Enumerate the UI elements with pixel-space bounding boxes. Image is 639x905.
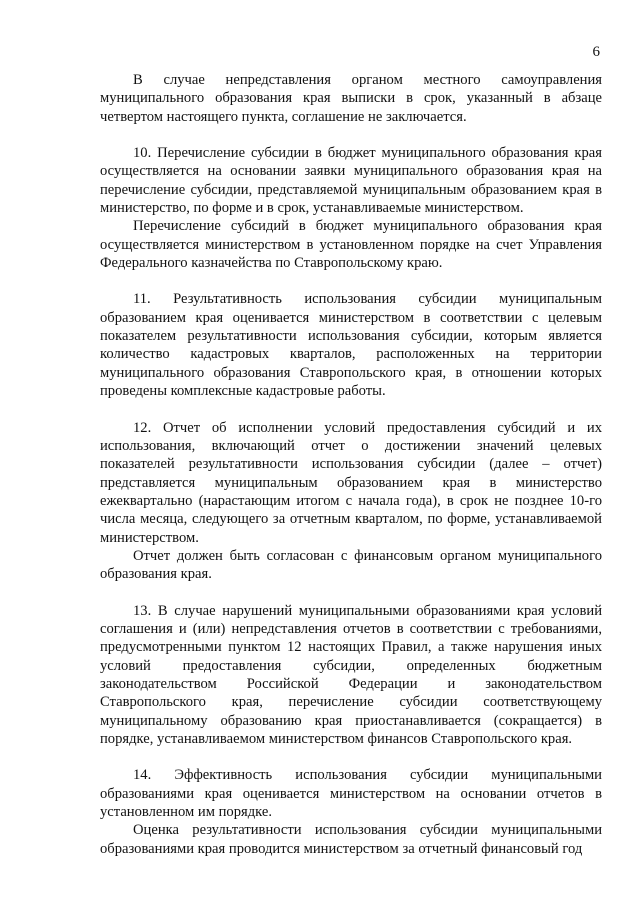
paragraph-gap — [100, 401, 602, 419]
paragraph-statement-not-submitted: В случае непредставления органом местного самоуправления муниципального образования края выписки в срок, указанный в абзаце четвертом настоящего пункта, соглашение не заключается. — [100, 72, 602, 125]
paragraph-item-13: 13. В случае нарушений муниципальными образованиями края условий соглашения и (или) непредставления отчетов в соответствии с требованиями, предусмотренными пунктом 12 настоящих Правил, а также нарушения иных условий предоставления субсидии, определенных бюджетным законодательством Российской Федерации и законодательством Ставропольского края, перечисление субсидии соответствующему муниципальному образованию края приостанавливается (сокращается) в порядке, устанавливаемом министерством финансов Ставропольского края. — [100, 602, 602, 747]
paragraph-report-agreement: Отчет должен быть согласован с финансовым органом муниципального образования края. — [100, 547, 602, 583]
paragraph-item-10: 10. Перечисление субсидии в бюджет муниципального образования края осуществляется на основании заявки муниципального образования края на перечисление субсидии, представляемой муниципальным образованием края в министерство, по форме и в срок, устанавливаемые министерством. — [100, 145, 602, 217]
paragraph-gap — [100, 272, 602, 290]
paragraph-item-11: 11. Результативность использования субсидии муниципальным образованием края оценивается министерством в соответствии с целевым показателем результативности использования субсидии, которым является количество кадастровых кварталов, расположенных на территории муниципального образования Ставропольского края, в отношении которых проведены комплексные кадастровые работы. — [100, 291, 602, 400]
paragraph-performance-evaluation: Оценка результативности использования субсидии муниципальными образованиями края проводится министерством за отчетный финансовый год — [100, 822, 602, 857]
paragraph-gap — [100, 126, 602, 144]
paragraph-subsidy-transfer: Перечисление субсидий в бюджет муниципального образования края осуществляется министерством в установленном порядке на счет Управления Федерального казначейства по Ставропольскому краю. — [100, 218, 602, 272]
page-number: 6 — [592, 44, 600, 60]
paragraph-gap — [100, 584, 602, 602]
paragraph-gap — [100, 748, 602, 766]
paragraph-item-12: 12. Отчет об исполнении условий предоставления субсидий и их использования, включающий отчет о достижении значений целевых показателей результативности использования субсидии (далее – отчет) представляется муниципальным образованием края в министерство ежеквартально (нарастающим итогом с начала года), в срок не позднее 10-го числа месяца, следующего за отчетным кварталом, по форме, устанавливаемой министерством. — [100, 419, 602, 546]
document-body — [100, 71, 602, 858]
paragraph-item-14: 14. Эффективность использования субсидии муниципальными образованиями края оценивается министерством на основании отчетов в установленном им порядке. — [100, 767, 602, 821]
